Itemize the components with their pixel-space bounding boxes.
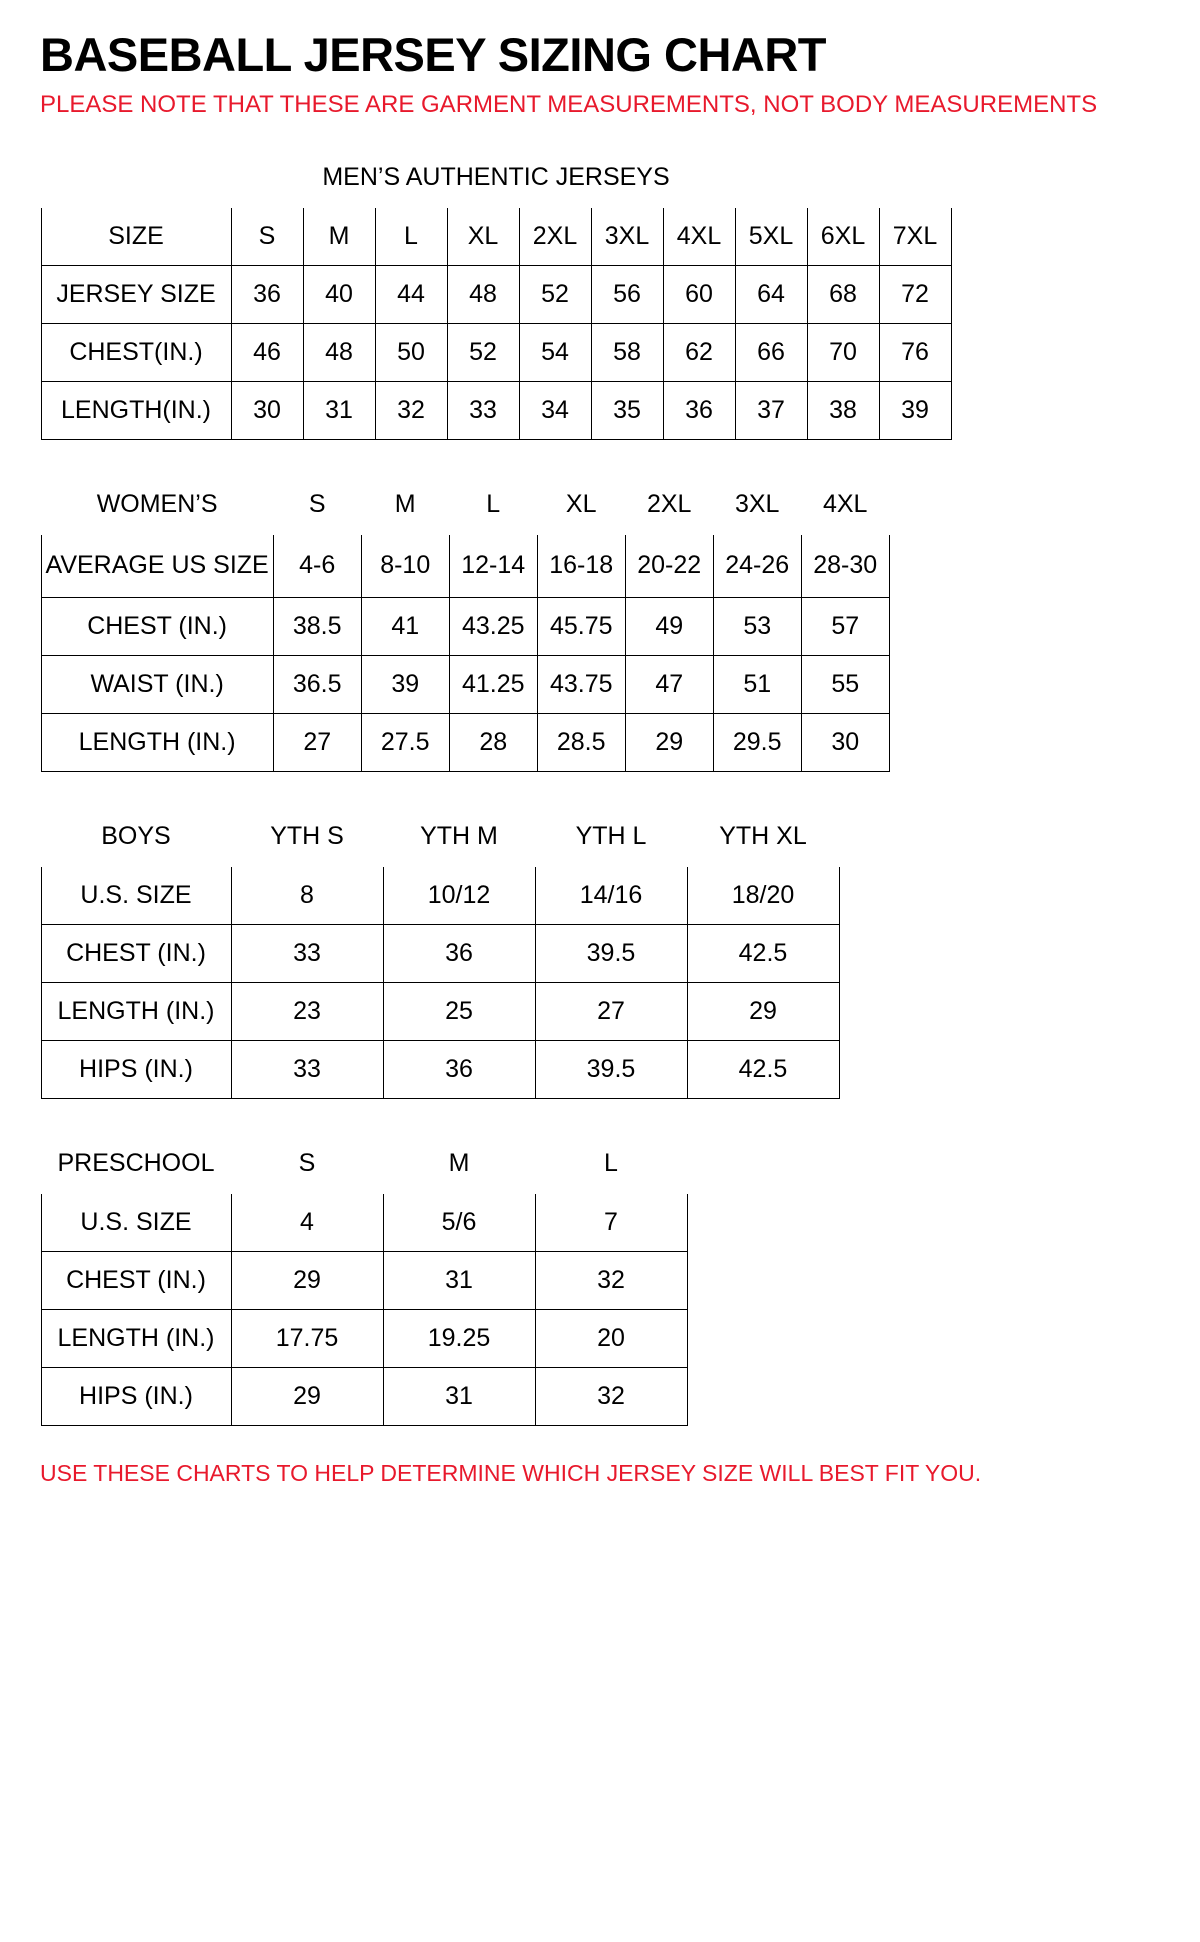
table-cell: 7XL (879, 207, 951, 266)
table-row (41, 1041, 839, 1099)
table-cell: 31 (303, 381, 375, 439)
table-cell: 41.25 (449, 656, 537, 714)
row-label: LENGTH(IN.) (41, 381, 231, 439)
table-row (41, 1193, 687, 1252)
table-cell: 5/6 (383, 1193, 535, 1252)
table-cell: L (375, 207, 447, 266)
table-cell: 38 (807, 381, 879, 439)
table-cell: XL (447, 207, 519, 266)
table-cell: 33 (447, 381, 519, 439)
table-cell: 64 (735, 265, 807, 323)
table-cell: 42.5 (687, 925, 839, 983)
table-cell: 52 (447, 323, 519, 381)
table-cell: 39 (361, 656, 449, 714)
table-cell: 33 (231, 1041, 383, 1099)
column-header: YTH XL (687, 807, 839, 866)
table-cell: 27 (273, 714, 361, 772)
table-cell: M (303, 207, 375, 266)
row-label: CHEST (IN.) (41, 598, 273, 656)
table-cell: 30 (231, 381, 303, 439)
table-header-row (41, 1134, 687, 1193)
table-cell: 40 (303, 265, 375, 323)
table-cell: 46 (231, 323, 303, 381)
table-cell: 28-30 (801, 534, 889, 598)
table-cell: 47 (625, 656, 713, 714)
mens-banner: MEN’S AUTHENTIC JERSEYS (41, 148, 951, 207)
row-label: CHEST (IN.) (41, 1252, 231, 1310)
table-cell: 2XL (519, 207, 591, 266)
table-cell: S (231, 207, 303, 266)
table-cell: 4-6 (273, 534, 361, 598)
womens-header-label: WOMEN’S (41, 475, 273, 534)
table-cell: 48 (303, 323, 375, 381)
row-label: HIPS (IN.) (41, 1368, 231, 1426)
table-row (41, 381, 951, 439)
table-cell: 6XL (807, 207, 879, 266)
table-cell: 17.75 (231, 1310, 383, 1368)
footer-note: USE THESE CHARTS TO HELP DETERMINE WHICH JERSEY SIZE WILL BEST FIT YOU. (40, 1460, 982, 1487)
column-header: S (273, 475, 361, 534)
table-cell: 29 (625, 714, 713, 772)
column-header: L (449, 475, 537, 534)
table-cell: 37 (735, 381, 807, 439)
table-row (41, 323, 951, 381)
table-row (41, 265, 951, 323)
table-cell: 31 (383, 1368, 535, 1426)
table-cell: 18/20 (687, 866, 839, 925)
table-cell: 52 (519, 265, 591, 323)
table-cell: 49 (625, 598, 713, 656)
table-row (41, 1310, 687, 1368)
row-label: CHEST(IN.) (41, 323, 231, 381)
table-cell: 36 (383, 925, 535, 983)
column-header: S (231, 1134, 383, 1193)
boys-header-label: BOYS (41, 807, 231, 866)
table-row (41, 656, 889, 714)
table-row (41, 207, 951, 266)
table-cell: 53 (713, 598, 801, 656)
table-cell: 27.5 (361, 714, 449, 772)
table-cell: 14/16 (535, 866, 687, 925)
column-header: YTH M (383, 807, 535, 866)
table-cell: 36.5 (273, 656, 361, 714)
table-cell: 29.5 (713, 714, 801, 772)
table-cell: 4XL (663, 207, 735, 266)
table-cell: 45.75 (537, 598, 625, 656)
table-cell: 8-10 (361, 534, 449, 598)
row-label: LENGTH (IN.) (41, 983, 231, 1041)
row-label: U.S. SIZE (41, 1193, 231, 1252)
column-header: XL (537, 475, 625, 534)
table-row (41, 866, 839, 925)
table-cell: 76 (879, 323, 951, 381)
row-label: HIPS (IN.) (41, 1041, 231, 1099)
table-cell: 27 (535, 983, 687, 1041)
womens-sizing-table (40, 474, 890, 773)
table-cell: 43.25 (449, 598, 537, 656)
table-cell: 16-18 (537, 534, 625, 598)
table-cell: 68 (807, 265, 879, 323)
table-cell: 29 (687, 983, 839, 1041)
table-cell: 32 (535, 1252, 687, 1310)
table-cell: 44 (375, 265, 447, 323)
table-cell: 20 (535, 1310, 687, 1368)
table-header-row (41, 807, 839, 866)
table-row (41, 714, 889, 772)
column-header: 3XL (713, 475, 801, 534)
table-cell: 62 (663, 323, 735, 381)
column-header: 4XL (801, 475, 889, 534)
table-row (41, 1368, 687, 1426)
column-header: YTH L (535, 807, 687, 866)
row-label: CHEST (IN.) (41, 925, 231, 983)
table-cell: 23 (231, 983, 383, 1041)
table-cell: 30 (801, 714, 889, 772)
table-cell: 58 (591, 323, 663, 381)
row-label: LENGTH (IN.) (41, 714, 273, 772)
table-cell: 50 (375, 323, 447, 381)
table-cell: 48 (447, 265, 519, 323)
mens-sizing-table (40, 147, 952, 440)
table-cell: 5XL (735, 207, 807, 266)
row-label: SIZE (41, 207, 231, 266)
column-header: YTH S (231, 807, 383, 866)
table-row (41, 983, 839, 1041)
table-cell: 29 (231, 1368, 383, 1426)
table-row (41, 925, 839, 983)
table-cell: 4 (231, 1193, 383, 1252)
table-cell: 57 (801, 598, 889, 656)
table-cell: 36 (383, 1041, 535, 1099)
table-cell: 70 (807, 323, 879, 381)
table-cell: 3XL (591, 207, 663, 266)
table-cell: 19.25 (383, 1310, 535, 1368)
table-cell: 42.5 (687, 1041, 839, 1099)
table-cell: 36 (663, 381, 735, 439)
table-header-row (41, 475, 889, 534)
measurement-note: PLEASE NOTE THAT THESE ARE GARMENT MEASUREMENTS, NOT BODY MEASUREMENTS (40, 91, 1098, 119)
table-cell: 32 (535, 1368, 687, 1426)
table-cell: 7 (535, 1193, 687, 1252)
table-cell: 41 (361, 598, 449, 656)
preschool-header-label: PRESCHOOL (41, 1134, 231, 1193)
table-cell: 32 (375, 381, 447, 439)
table-row (41, 598, 889, 656)
table-cell: 60 (663, 265, 735, 323)
table-cell: 38.5 (273, 598, 361, 656)
table-cell: 20-22 (625, 534, 713, 598)
table-row (41, 1252, 687, 1310)
table-cell: 35 (591, 381, 663, 439)
table-cell: 25 (383, 983, 535, 1041)
table-cell: 39.5 (535, 925, 687, 983)
table-cell: 55 (801, 656, 889, 714)
table-cell: 43.75 (537, 656, 625, 714)
column-header: L (535, 1134, 687, 1193)
table-cell: 28.5 (537, 714, 625, 772)
table-cell: 10/12 (383, 866, 535, 925)
row-label: JERSEY SIZE (41, 265, 231, 323)
table-cell: 66 (735, 323, 807, 381)
table-cell: 72 (879, 265, 951, 323)
preschool-sizing-table (40, 1133, 688, 1426)
table-cell: 8 (231, 866, 383, 925)
column-header: M (361, 475, 449, 534)
table-cell: 29 (231, 1252, 383, 1310)
table-cell: 24-26 (713, 534, 801, 598)
table-cell: 33 (231, 925, 383, 983)
table-row (41, 534, 889, 598)
table-cell: 54 (519, 323, 591, 381)
table-cell: 36 (231, 265, 303, 323)
table-cell: 51 (713, 656, 801, 714)
table-cell: 56 (591, 265, 663, 323)
row-label: AVERAGE US SIZE (41, 534, 273, 598)
column-header: 2XL (625, 475, 713, 534)
table-cell: 39.5 (535, 1041, 687, 1099)
boys-sizing-table (40, 806, 840, 1099)
table-cell: 28 (449, 714, 537, 772)
row-label: U.S. SIZE (41, 866, 231, 925)
table-cell: 34 (519, 381, 591, 439)
row-label: WAIST (IN.) (41, 656, 273, 714)
table-cell: 39 (879, 381, 951, 439)
row-label: LENGTH (IN.) (41, 1310, 231, 1368)
column-header: M (383, 1134, 535, 1193)
table-cell: 31 (383, 1252, 535, 1310)
table-banner-row (41, 148, 951, 207)
table-cell: 12-14 (449, 534, 537, 598)
page-title: BASEBALL JERSEY SIZING CHART (40, 28, 826, 81)
